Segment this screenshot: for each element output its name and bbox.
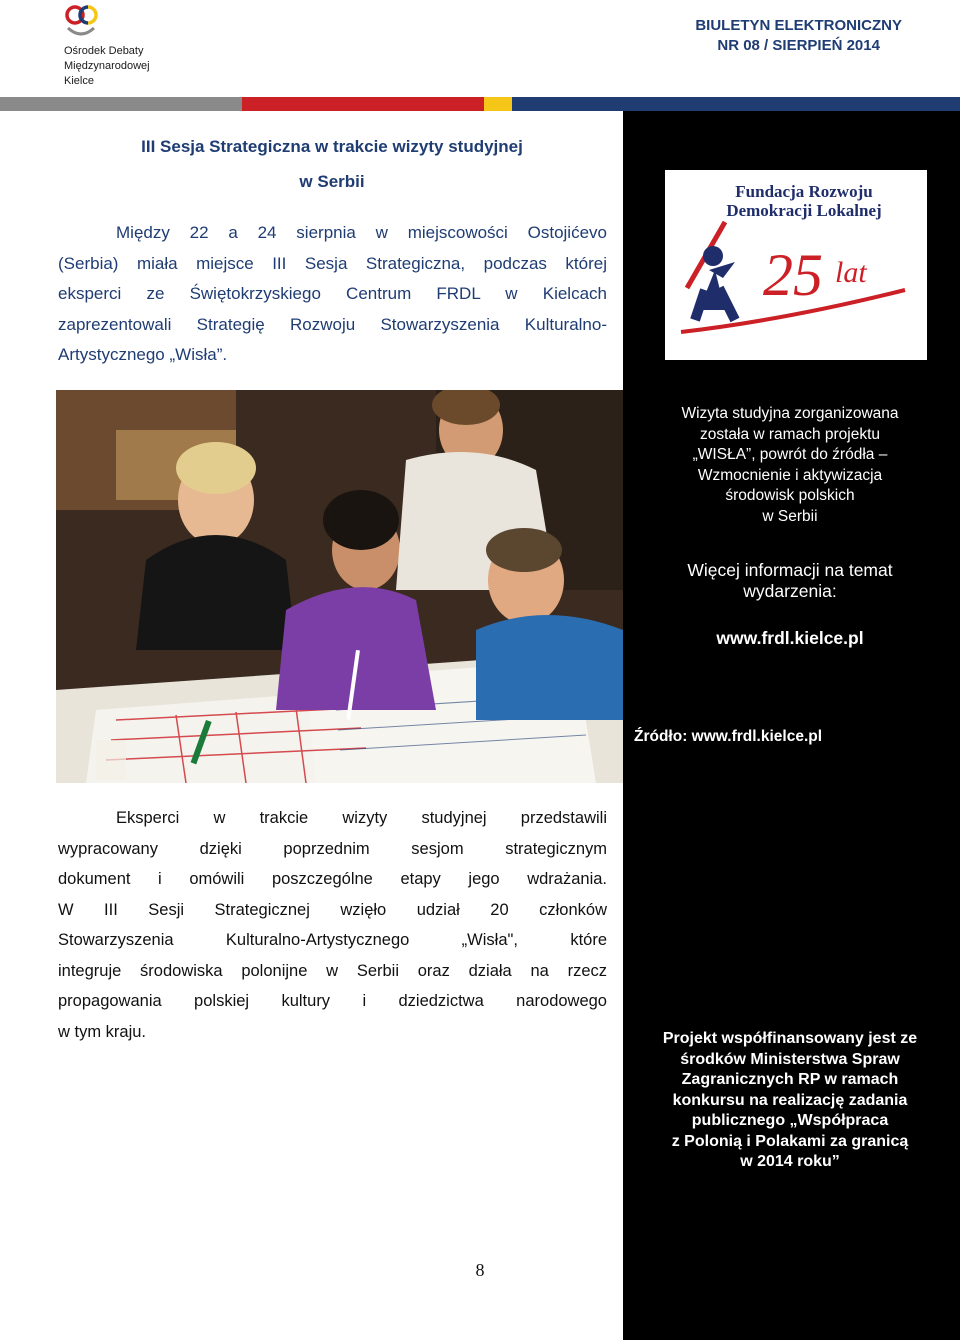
- article-body: Eksperci w trakcie wizyty studyjnej przedstawili wypracowany dzięki poprzednim sesjom strategicznym dokument i omówili poszczególne etapy jego wdrażania. W III Sesji Strategicznej wzięło udział 20 członków Stowarzyszenia Kulturalno-Artystycznego „Wisła", które integruje środowiska polonijne w Serbii oraz działa na rzecz propagowania polskiej kultury i dziedzictwa narodowego w tym kraju.: [58, 809, 607, 1041]
- bulletin-header: BIULETYN ELEKTRONICZNY NR 08 / SIERPIEŃ 2014: [695, 17, 902, 54]
- odm-logo-mark-icon: [64, 2, 106, 42]
- stripe-red: [242, 97, 484, 111]
- frdl-25-lat-icon: [665, 170, 927, 360]
- org-logo: [58, 2, 198, 92]
- svg-text:lat: lat: [835, 256, 867, 289]
- header-stripe: [0, 97, 960, 111]
- project-funding: Projekt współfinansowany jest ze środków Ministerstwa Spraw Zagranicznych RP w ramach konkursu na realizację zadania publicznego „Współpraca z Polonią i Polakami za granicą w 2014 roku”: [662, 1030, 918, 1170]
- frdl-link[interactable]: www.frdl.kielce.pl: [716, 628, 864, 648]
- stripe-gray: [0, 97, 242, 111]
- stripe-blue: [512, 97, 960, 111]
- article-title-line2: w Serbii: [299, 172, 365, 191]
- article-title: III Sesja Strategiczna w trakcie wizyty studyjnej: [141, 137, 523, 156]
- stripe-yellow: [484, 97, 512, 111]
- frdl-logo-text-line1: Fundacja Rozwoju: [735, 182, 873, 201]
- visit-info: Wizyta studyjna zorganizowana została w ramach projektu „WISŁA”, powrót do źródła – Wzmocnienie i aktywizacja środowisk polskich w Serbii: [681, 405, 899, 525]
- frdl-logo-text-line2: Demokracji Lokalnej: [726, 201, 882, 220]
- svg-text:25: 25: [763, 242, 823, 308]
- more-info: Więcej informacji na temat wydarzenia:: [687, 560, 893, 601]
- org-name: Ośrodek Debaty Międzynarodowej Kielce: [64, 45, 150, 87]
- workshop-photo: [56, 390, 623, 783]
- page-number: 8: [475, 1260, 485, 1280]
- photo-source: Źródło: www.frdl.kielce.pl: [634, 728, 823, 745]
- article-intro: Między 22 a 24 sierpnia w miejscowości Ostojićevo (Serbia) miała miejsce III Sesja Strategiczna, podczas której eksperci ze Świętokrzyskiego Centrum FRDL w Kielcach zaprezentowali Strategię Rozwoju Stowarzyszenia Kulturalno- Artystycznego „Wisła”.: [58, 223, 607, 364]
- frdl-logo: [665, 170, 927, 360]
